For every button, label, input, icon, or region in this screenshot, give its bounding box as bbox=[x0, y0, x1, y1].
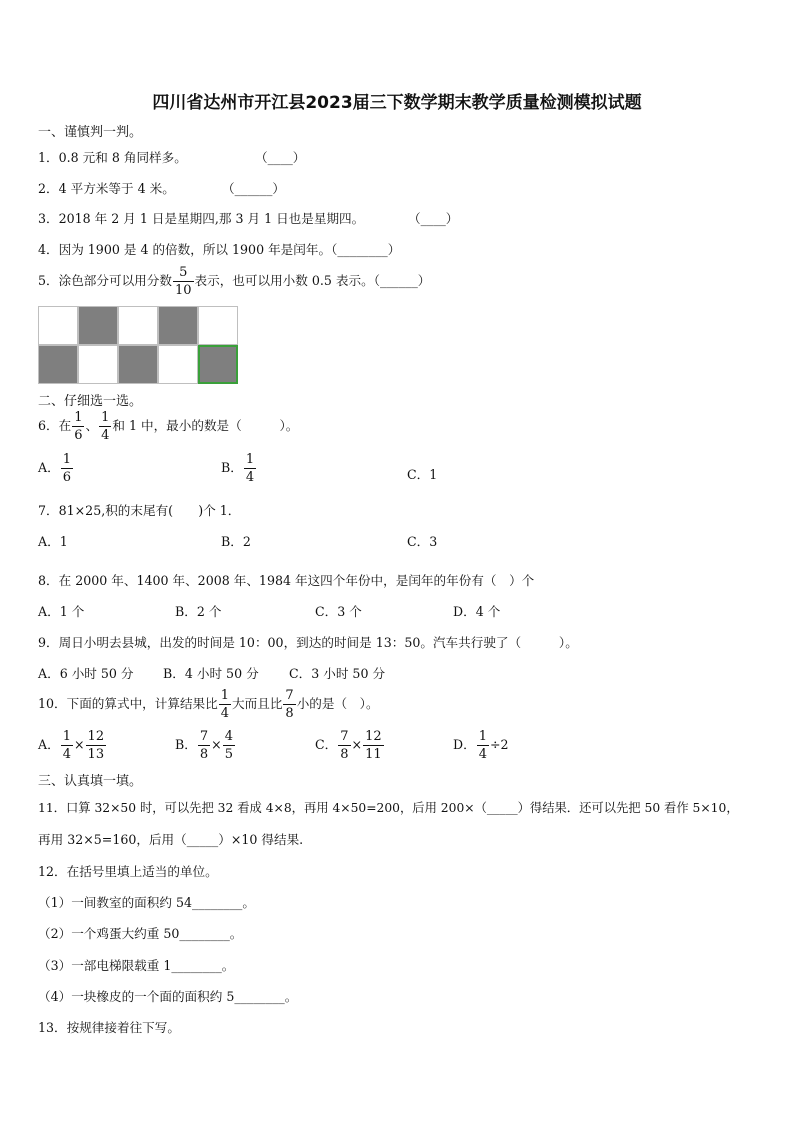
q10-option-c[interactable]: C． $\frac{7}{8}$ × $\frac{12}{11}$ bbox=[315, 729, 382, 762]
q12-item-3[interactable]: （3）一部电梯限载重 1________。 bbox=[38, 958, 235, 973]
q9-option-c[interactable]: C．3 小时 50 分 bbox=[289, 666, 386, 681]
q9-option-b[interactable]: B．4 小时 50 分 bbox=[163, 666, 259, 681]
question-6: 6．在 $\frac{1}{6}$ 、 $\frac{1}{4}$ 和 1 中，最小的数是（ ）。 bbox=[38, 410, 299, 443]
question-4: 4．因为 1900 是 4 的倍数，所以 1900 年是闰年。（________） bbox=[38, 242, 401, 257]
q6-option-a[interactable]: A． $\frac{1}{6}$ bbox=[38, 452, 71, 485]
q7-option-c[interactable]: C．3 bbox=[407, 534, 438, 549]
question-3 bbox=[38, 208, 364, 227]
question-2 bbox=[38, 178, 175, 197]
q7-option-a[interactable]: A．1 bbox=[38, 534, 68, 549]
q8-option-a[interactable]: A．1 个 bbox=[38, 604, 85, 619]
q8-option-d[interactable]: D．4 个 bbox=[453, 604, 501, 619]
question-2-text: 2．4 平方米等于 4 米。 bbox=[38, 181, 175, 196]
q10-option-a[interactable]: A． $\frac{1}{4}$ × $\frac{12}{13}$ bbox=[38, 729, 105, 762]
q10-option-b[interactable]: B． $\frac{7}{8}$ × $\frac{4}{5}$ bbox=[175, 729, 233, 762]
empty-cell bbox=[198, 306, 238, 345]
page-title: 四川省达州市开江县2023届三下数学期末教学质量检测模拟试题 bbox=[152, 93, 642, 113]
shaded-cell bbox=[118, 345, 158, 384]
fraction-5-10: $\frac{5}{10}$ bbox=[174, 265, 192, 298]
q6-option-b[interactable]: B． $\frac{1}{4}$ bbox=[221, 452, 255, 485]
empty-cell bbox=[158, 345, 198, 384]
shaded-cell bbox=[198, 345, 238, 384]
question-1-text: 1．0.8 元和 8 角同样多。 bbox=[38, 150, 187, 165]
question-8: 8．在 2000 年、1400 年、2008 年、1984 年这四个年份中，是闰年的年份有（ ）个 bbox=[38, 573, 535, 588]
q12-item-1[interactable]: （1）一间教室的面积约 54________。 bbox=[38, 895, 255, 910]
question-7: 7．81×25,积的末尾有( )个 1． bbox=[38, 503, 241, 518]
question-2-answer[interactable]: （______） bbox=[222, 181, 285, 196]
question-5: 5．涂色部分可以用分数 $\frac{5}{10}$ 表示，也可以用小数 0.5 表示。（______） bbox=[38, 265, 431, 298]
q8-option-b[interactable]: B．2 个 bbox=[175, 604, 222, 619]
question-11-line-1: 11．口算 32×50 时，可以先把 32 看成 4×8，再用 4×50=200，后用 200×（_____）得结果．还可以先把 50 看作 5×10， bbox=[38, 801, 739, 815]
question-12: 12．在括号里填上适当的单位。 bbox=[38, 864, 218, 879]
question-11-line-2: 再用 32×5=160，后用（_____）×10 得结果. bbox=[38, 832, 304, 847]
q12-item-2[interactable]: （2）一个鸡蛋大约重 50________。 bbox=[38, 926, 243, 941]
question-9: 9．周日小明去县城，出发的时间是 10：00，到达的时间是 13：50。汽车共行驶了（ ）。 bbox=[38, 635, 578, 650]
section-heading-3: 三、认真填一填。 bbox=[38, 774, 143, 789]
question-3-answer[interactable]: （____） bbox=[408, 211, 459, 226]
question-3-text: 3．2018 年 2 月 1 日是星期四,那 3 月 1 日也是星期四。 bbox=[38, 211, 365, 226]
empty-cell bbox=[38, 306, 78, 345]
fraction-1-4: $\frac{1}{4}$ bbox=[101, 410, 110, 443]
section-heading-2: 二、仔细选一选。 bbox=[38, 394, 143, 409]
empty-cell bbox=[78, 345, 118, 384]
section-heading-1: 一、谨慎判一判。 bbox=[38, 125, 143, 140]
q8-option-c[interactable]: C．3 个 bbox=[315, 604, 362, 619]
question-1-answer[interactable]: （____） bbox=[255, 150, 306, 165]
question-10: 10．下面的算式中，计算结果比 $\frac{1}{4}$ 大而且比 $\frac{7}{8}$ 小的是（ ）。 bbox=[38, 688, 379, 721]
q10-option-d[interactable]: D． $\frac{1}{4}$ ÷2 bbox=[453, 729, 509, 762]
question-13: 13．按规律接着往下写。 bbox=[38, 1020, 180, 1035]
fraction-1-6: $\frac{1}{6}$ bbox=[74, 410, 83, 443]
shaded-cell bbox=[78, 306, 118, 345]
q12-item-4[interactable]: （4）一块橡皮的一个面的面积约 5________。 bbox=[38, 989, 298, 1004]
question-1 bbox=[38, 147, 187, 166]
shaded-cell bbox=[38, 345, 78, 384]
shaded-grid-figure bbox=[38, 306, 238, 384]
empty-cell bbox=[118, 306, 158, 345]
q7-option-b[interactable]: B．2 bbox=[221, 534, 251, 549]
shaded-cell bbox=[158, 306, 198, 345]
q9-option-a[interactable]: A．6 小时 50 分 bbox=[38, 666, 134, 681]
q6-option-c[interactable]: C．1 bbox=[407, 467, 438, 482]
